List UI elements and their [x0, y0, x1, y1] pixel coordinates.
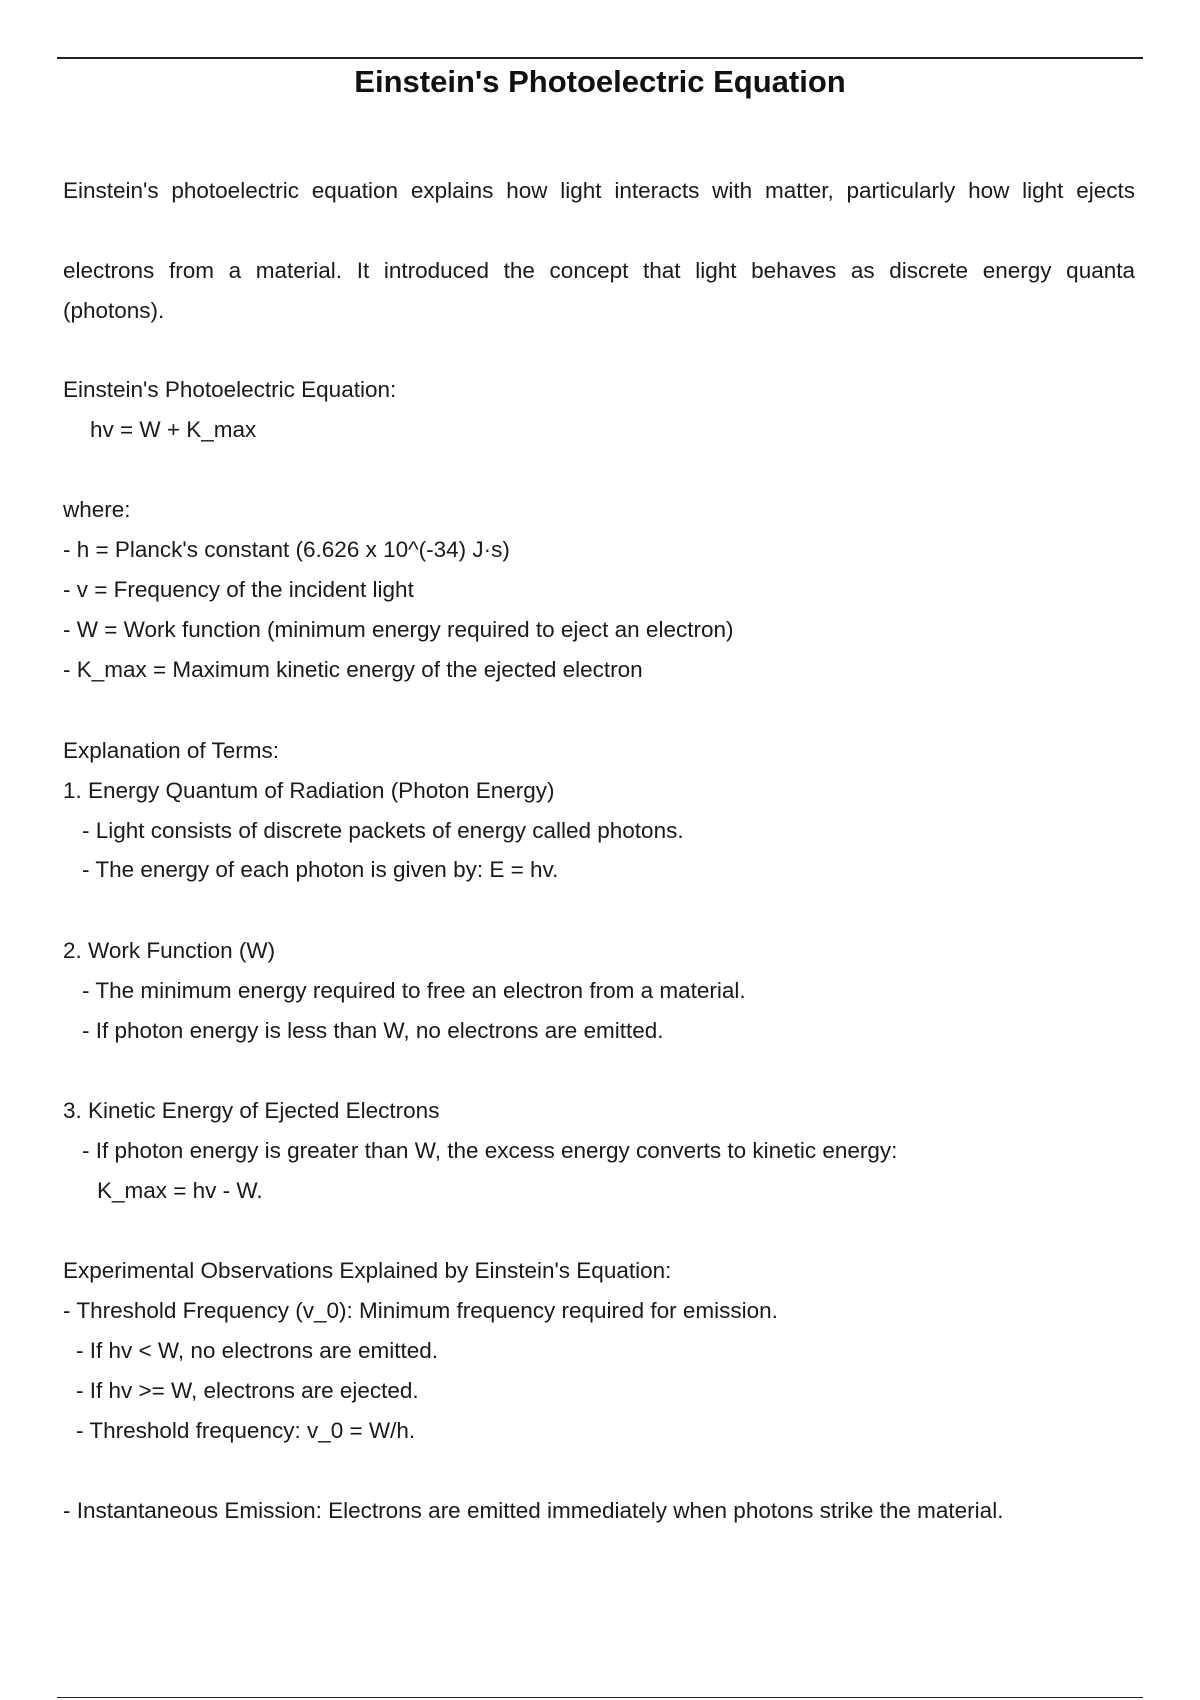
term3-formula: K_max = hv - W.: [97, 1178, 263, 1203]
equation-heading: Einstein's Photoelectric Equation:: [63, 377, 397, 402]
top-rule: [57, 57, 1143, 59]
intro-line-3: (photons).: [63, 298, 165, 323]
term3-heading: 3. Kinetic Energy of Ejected Electrons: [63, 1098, 440, 1123]
equation: hv = W + K_max: [90, 417, 257, 442]
where-item-kmax: - K_max = Maximum kinetic energy of the ejected electron: [63, 657, 643, 682]
term2-line-2: - If photon energy is less than W, no electrons are emitted.: [82, 1018, 664, 1043]
term2-line-1: - The minimum energy required to free an electron from a material.: [82, 978, 746, 1003]
term2-heading: 2. Work Function (W): [63, 938, 276, 963]
terms-heading: Explanation of Terms:: [63, 738, 279, 763]
bottom-rule: [57, 1697, 1143, 1698]
where-heading: where:: [63, 497, 131, 522]
page-title: Einstein's Photoelectric Equation: [354, 64, 846, 99]
threshold-heading: - Threshold Frequency (v_0): Minimum frequency required for emission.: [63, 1298, 778, 1323]
where-item-v: - v = Frequency of the incident light: [63, 577, 414, 602]
threshold-line-1: - If hv < W, no electrons are emitted.: [76, 1338, 439, 1363]
where-item-h: - h = Planck's constant (6.626 x 10^(-34) J·s): [63, 537, 510, 562]
term1-heading: 1. Energy Quantum of Radiation (Photon Energy): [63, 778, 555, 803]
threshold-line-2: - If hv >= W, electrons are ejected.: [76, 1378, 419, 1403]
intro-line-2: electrons from a material. It introduced the concept that light behaves as discrete energy quanta: [63, 258, 1135, 283]
observations-heading: Experimental Observations Explained by Einstein's Equation:: [63, 1258, 672, 1283]
intro-line-1: Einstein's photoelectric equation explains how light interacts with matter, particularly how light ejects: [63, 178, 1135, 203]
term1-line-1: - Light consists of discrete packets of energy called photons.: [82, 818, 684, 843]
instantaneous-emission: - Instantaneous Emission: Electrons are emitted immediately when photons strike the material.: [63, 1498, 1004, 1523]
term1-line-2: - The energy of each photon is given by: E = hv.: [82, 857, 559, 882]
where-item-w: - W = Work function (minimum energy required to eject an electron): [63, 617, 734, 642]
threshold-line-3: - Threshold frequency: v_0 = W/h.: [76, 1418, 416, 1443]
term3-line-1: - If photon energy is greater than W, the excess energy converts to kinetic energy:: [82, 1138, 898, 1163]
